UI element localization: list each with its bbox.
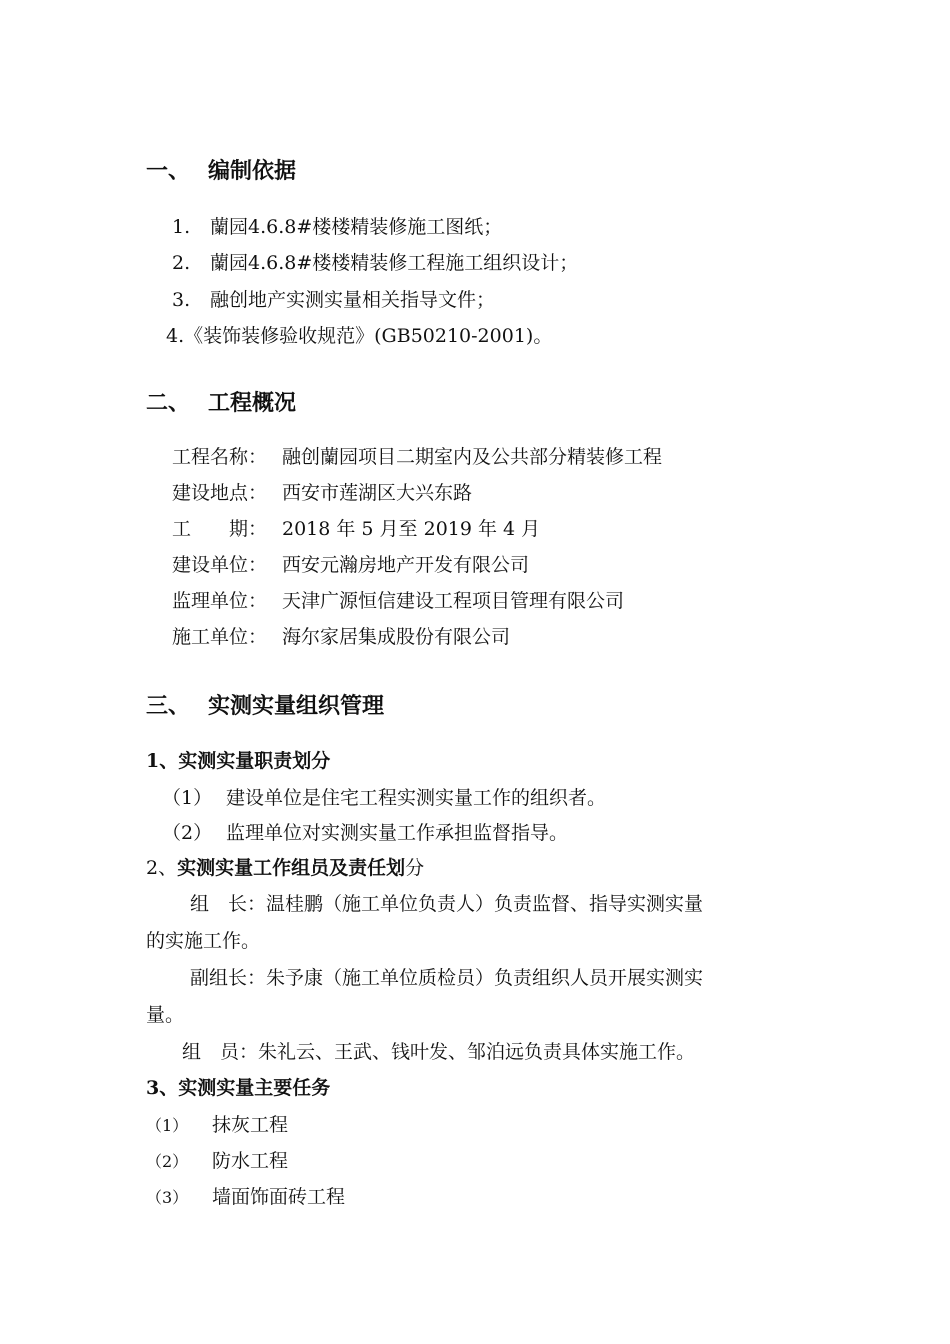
overview-row-supervisor: 监理单位： 天津广源恒信建设工程项目管理有限公司 xyxy=(172,590,625,612)
subsection-2-heading: 2、实测实量工作组员及责任划分 xyxy=(146,857,425,879)
overview-row-owner: 建设单位： 西安元瀚房地产开发有限公司 xyxy=(172,554,530,576)
basis-item-1: 1. 蘭园4.6.8#楼楼精装修施工图纸； xyxy=(172,216,503,238)
task-item-1: （1） 抹灰工程 xyxy=(146,1114,289,1136)
task-item-2: （2） 防水工程 xyxy=(146,1150,289,1172)
section3-number: 三、 xyxy=(146,694,191,719)
overview-row-contractor: 施工单位： 海尔家居集成股份有限公司 xyxy=(172,626,511,648)
overview-row-name: 工程名称： 融创蘭园项目二期室内及公共部分精装修工程 xyxy=(172,446,663,468)
section3-heading xyxy=(146,689,384,720)
overview-row-period: 工 期： 2018 年 5 月至 2019 年 4 月 xyxy=(172,518,541,540)
team-leader-line2: 的实施工作。 xyxy=(146,930,261,952)
section2-heading xyxy=(146,386,296,417)
duty-item-2: （2） 监理单位对实测实量工作承担监督指导。 xyxy=(162,822,569,844)
overview-row-location: 建设地点： 西安市莲湖区大兴东路 xyxy=(172,482,473,504)
section1-heading xyxy=(146,154,296,185)
section2-title: 工程概况 xyxy=(208,391,297,416)
section1-number: 一、 xyxy=(146,159,191,184)
basis-item-2: 2. 蘭园4.6.8#楼楼精装修工程施工组织设计； xyxy=(172,252,579,274)
duty-item-1: （1） 建设单位是住宅工程实测实量工作的组织者。 xyxy=(162,787,607,809)
section1-title: 编制依据 xyxy=(208,159,297,184)
subsection-3-heading: 3、实测实量主要任务 xyxy=(146,1077,331,1099)
team-deputy-line1: 副组长：朱予康（施工单位质检员）负责组织人员开展实测实 xyxy=(190,967,704,989)
team-members-line: 组 员：朱礼云、王武、钱叶发、邹泊远负责具体实施工作。 xyxy=(182,1041,696,1063)
section3-title: 实测实量组织管理 xyxy=(208,694,385,719)
task-item-3: （3） 墙面饰面砖工程 xyxy=(146,1186,346,1208)
section2-number: 二、 xyxy=(146,391,191,416)
subsection-1-heading: 1、实测实量职责划分 xyxy=(146,750,331,772)
team-leader-line1: 组 长：温桂鹏（施工单位负责人）负责监督、指导实测实量 xyxy=(190,893,704,915)
basis-item-3: 3. 融创地产实测实量相关指导文件； xyxy=(172,289,496,311)
team-deputy-line2: 量。 xyxy=(146,1004,185,1026)
basis-item-4: 4.《装饰装修验收规范》(GB50210-2001)。 xyxy=(166,325,553,347)
